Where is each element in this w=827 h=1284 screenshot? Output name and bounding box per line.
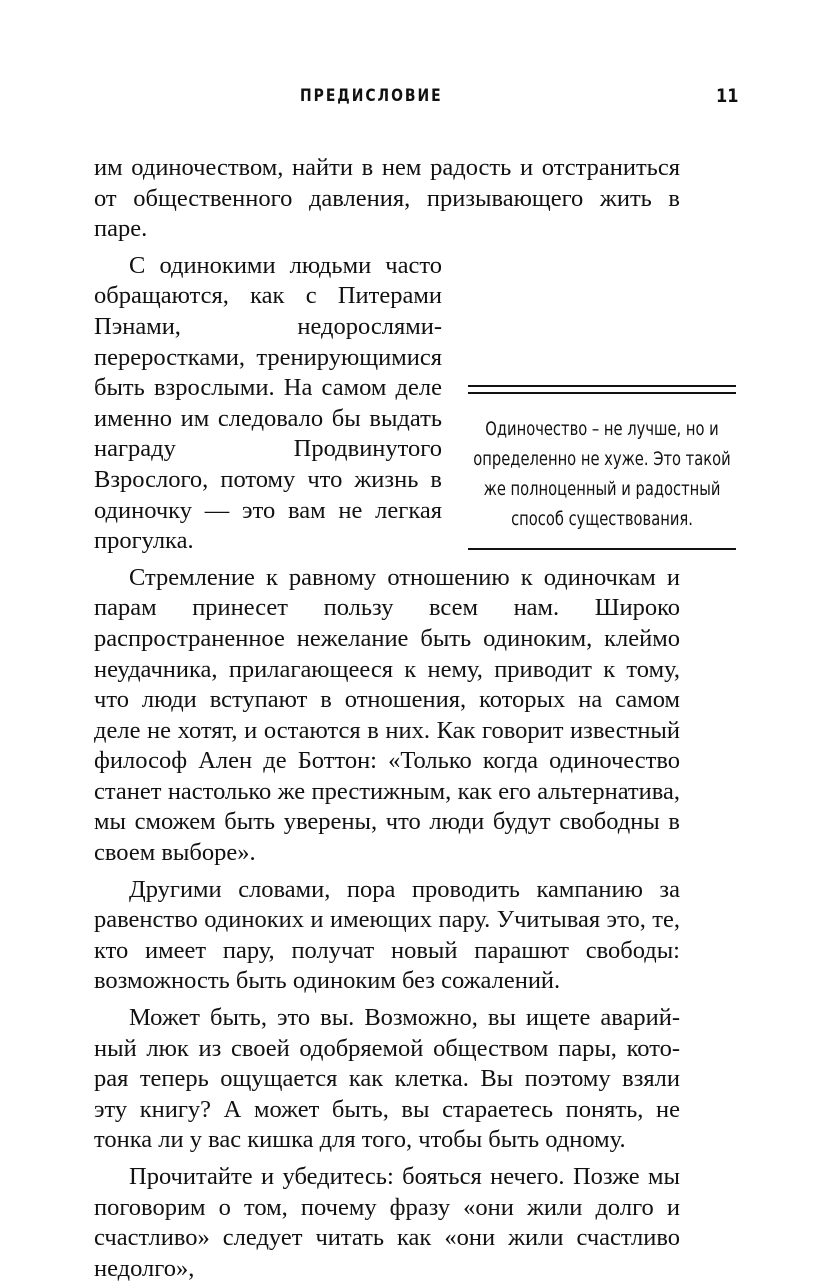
- page-header: [0, 84, 827, 114]
- pull-quote-top-rule: [468, 385, 736, 394]
- paragraph-4: Другими словами, пора проводить кампанию за равенство одиноких и имеющих пару. Учитывая это, те, кто имеет пару, получат новый парашют свободы: возможность быть одиноким без сожалений.: [94, 875, 680, 995]
- body-text: [94, 153, 731, 1284]
- paragraph-1: им одиночеством, найти в нем радость и отстраниться от общественного давления, призывающего жить в паре.: [94, 154, 680, 243]
- paragraph-6: Прочитайте и убедитесь: бояться нечего. Позже мы поговорим о том, почему фразу «они жили долго и счастливо» следует читать как «они жили счастливо недолго»,: [94, 1163, 680, 1282]
- paragraph-2: С одинокими людьми часто обращаются, как с Питерами Пэнами, недорослями-переростками, тренирующимися быть взрослыми. На самом деле именно им следовало бы выдать награду Продвинутого Взрослого, потому что жизнь в одиночку — это вам не легкая прогулка.: [94, 251, 442, 555]
- pull-quote-text: Одиночество – не лучше, но и определенно не хуже. Это такой же полноценный и радостный способ существования.: [473, 417, 731, 530]
- paragraph-5: Может быть, это вы. Возможно, вы ищете аварийный люк из своей одобряемой обществом пары, которая теперь ощущается как клетка. Вы поэтому взяли эту книгу? А может быть, вы стараетесь понять, не тонка ли у вас кишка для того, чтобы быть одному.: [94, 1004, 680, 1154]
- paragraph-3: Стремление к равному отношению к одиночкам и парам принесет пользу всем нам. Широко распространенное нежелание быть одиноким, клеймо неудачника, прилагающееся к нему, приводит к тому, что люди вступают в отношения, которых на самом деле не хотят, и остаются в них. Как говорит известный философ Ален де Боттон: «Только когда одиночество станет настолько же престижным, как его альтернатива, мы сможем быть уверены, что люди будут свободны в своем выборе».: [94, 563, 680, 867]
- pull-quote-bottom-rule: [468, 548, 736, 550]
- pull-quote: [468, 373, 736, 550]
- page-number: 11: [716, 85, 739, 107]
- running-head: ПРЕДИСЛОВИЕ: [300, 86, 443, 106]
